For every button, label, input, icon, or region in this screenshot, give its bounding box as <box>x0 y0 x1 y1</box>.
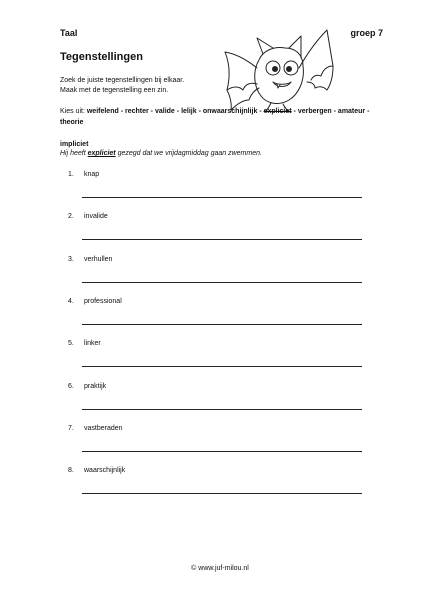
word-bank-separator: - <box>174 108 182 115</box>
item-word: praktijk <box>84 382 107 390</box>
word-bank-word: amateur <box>337 108 366 115</box>
answer-line[interactable] <box>82 493 362 494</box>
word-bank <box>60 106 378 128</box>
word-bank-word: onwaarschijnlijk <box>202 108 258 115</box>
word-bank-separator: - <box>196 108 203 115</box>
word-bank-word: valide <box>154 108 175 115</box>
item-word: vastberaden <box>84 424 123 432</box>
page-title: Tegenstellingen <box>60 51 143 63</box>
answer-line[interactable] <box>82 282 362 283</box>
word-bank-separator: - <box>148 108 155 115</box>
answer-line[interactable] <box>82 409 362 410</box>
bat-icon <box>219 24 337 116</box>
example-sentence-end: gezegd dat we vrijdagmiddag gaan zwemmen. <box>115 150 262 157</box>
item-number: 7. <box>68 424 74 432</box>
word-bank-word: theorie <box>60 119 84 126</box>
example-sentence-start: Hij heeft <box>60 150 88 157</box>
example-sentence <box>60 150 262 157</box>
item-number: 1. <box>68 171 74 178</box>
answer-line[interactable] <box>82 197 362 198</box>
word-bank-separator: - <box>118 108 125 115</box>
item-number: 3. <box>68 255 74 263</box>
word-bank-separator: - <box>291 108 298 115</box>
answer-line[interactable] <box>82 451 362 452</box>
word-bank-word: expliciet <box>263 108 292 115</box>
word-bank-separator: - <box>257 108 264 115</box>
item-word: linker <box>84 340 101 348</box>
word-bank-word: rechter <box>125 108 149 115</box>
instructions <box>60 76 230 96</box>
item-number: 4. <box>68 297 74 305</box>
item-word: knap <box>84 171 100 178</box>
word-bank-separator: - <box>365 108 370 115</box>
item-number: 5. <box>68 340 74 348</box>
item-word: professional <box>84 297 122 305</box>
word-bank-words <box>60 108 369 126</box>
answer-line[interactable] <box>82 324 362 325</box>
word-bank-prefix: Kies uit: <box>60 108 85 115</box>
answer-line[interactable] <box>82 366 362 367</box>
item-number: 6. <box>68 382 74 390</box>
item-word: waarschijnlijk <box>84 467 126 475</box>
example-highlight: expliciet <box>87 150 116 157</box>
grade-label: groep 7 <box>350 28 383 38</box>
item-word: verhullen <box>84 255 113 263</box>
answer-line[interactable] <box>82 239 362 240</box>
instruction-line-1: Zoek de juiste tegenstellingen bij elkaar. <box>60 77 185 84</box>
word-bank-separator: - <box>331 108 338 115</box>
word-bank-word: weifelend <box>86 108 119 115</box>
example-word: impliciet <box>60 141 89 148</box>
item-word: invalide <box>84 213 108 221</box>
footer-copyright: © www.juf-milou.nl <box>191 565 249 572</box>
item-number: 8. <box>68 467 74 475</box>
instruction-line-2: Maak met de tegenstelling een zin. <box>60 87 169 94</box>
item-number: 2. <box>68 213 74 221</box>
word-bank-word: lelijk <box>181 108 197 115</box>
word-bank-word: verbergen <box>297 108 332 115</box>
subject-label: Taal <box>60 28 78 38</box>
